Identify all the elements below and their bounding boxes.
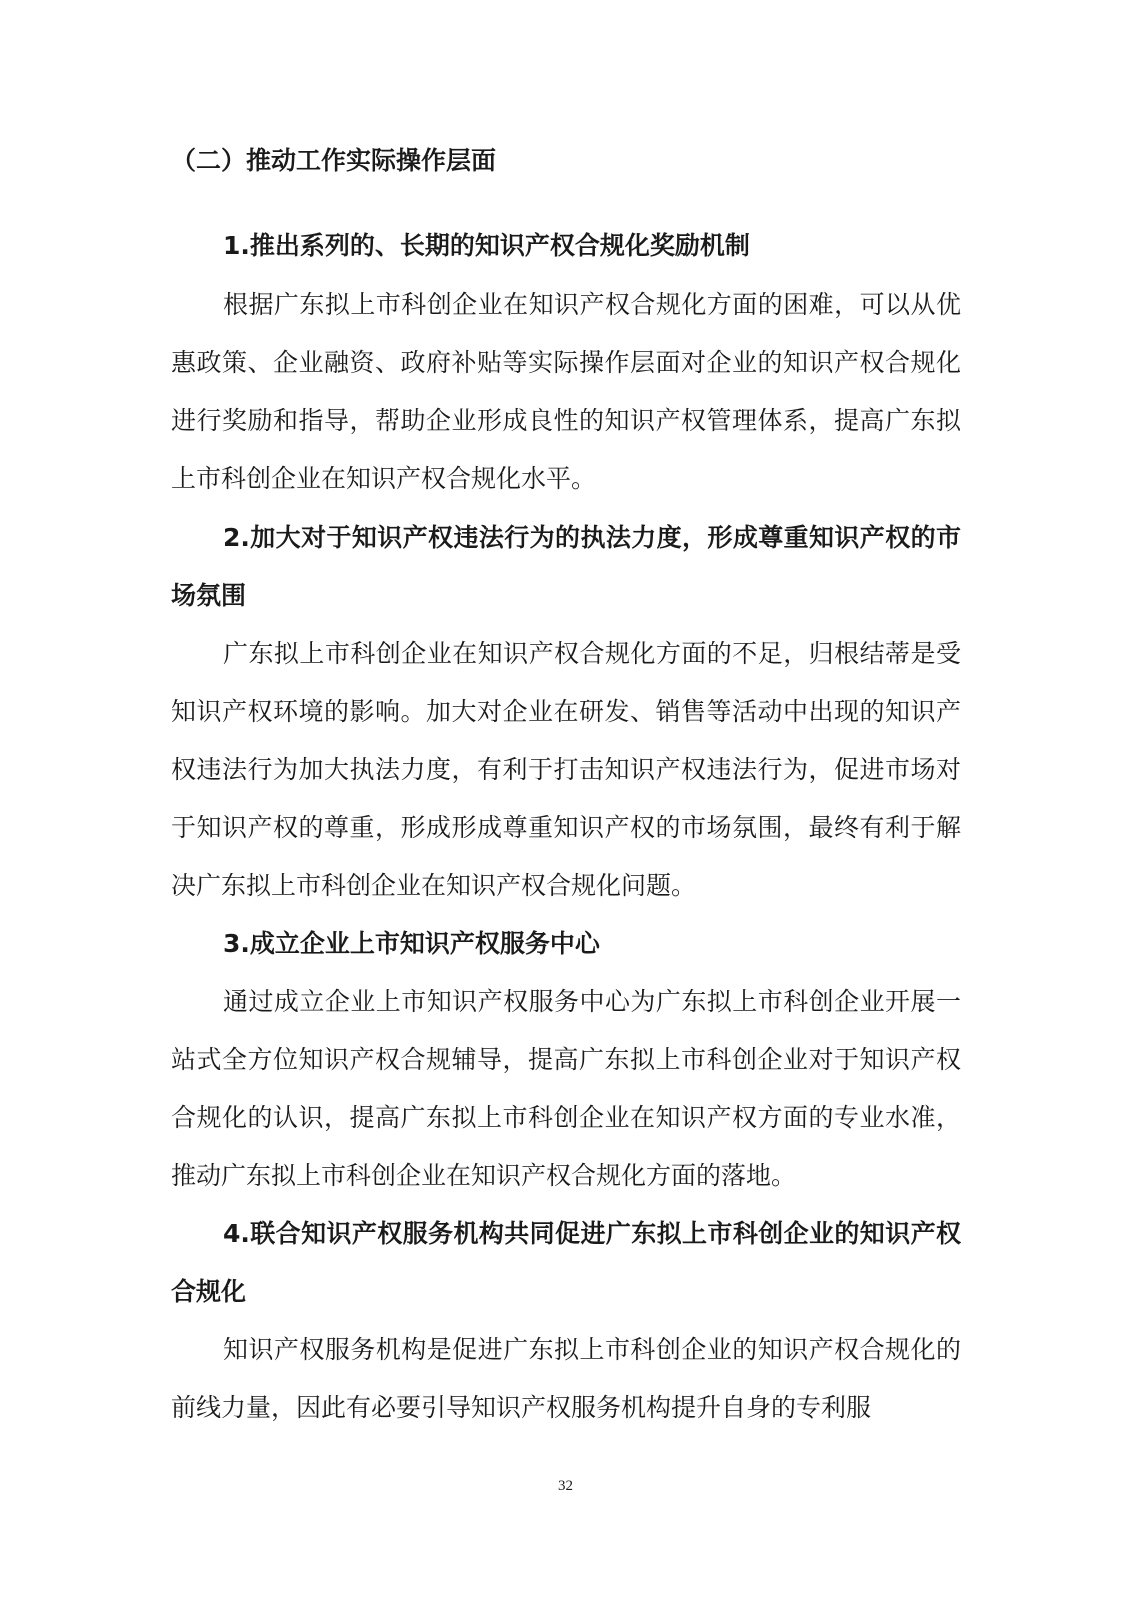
paragraph-2: 广东拟上市科创企业在知识产权合规化方面的不足，归根结蒂是受知识产权环境的影响。加大对企业在研发、销售等活动中出现的知识产权违法行为加大执法力度，有利于打击知识产权违法行为，促进市场对于知识产权的尊重，形成形成尊重知识产权的市场氛围，最终有利于解决广东拟上市科创企业在知识产权合规化问题。 xyxy=(171,639,961,900)
paragraph-1: 根据广东拟上市科创企业在知识产权合规化方面的困难，可以从优惠政策、企业融资、政府补贴等实际操作层面对企业的知识产权合规化进行奖励和指导，帮助企业形成良性的知识产权管理体系，提高广东拟上市科创企业在知识产权合规化水平。 xyxy=(171,290,961,493)
subheading-4: 4.联合知识产权服务机构共同促进广东拟上市科创企业的知识产权合规化 xyxy=(171,1219,961,1306)
paragraph-4: 知识产权服务机构是促进广东拟上市科创企业的知识产权合规化的前线力量，因此有必要引导知识产权服务机构提升自身的专利服 xyxy=(171,1335,961,1422)
paragraph-3: 通过成立企业上市知识产权服务中心为广东拟上市科创企业开展一站式全方位知识产权合规辅导，提高广东拟上市科创企业对于知识产权合规化的认识，提高广东拟上市科创企业在知识产权方面的专业水准，推动广东拟上市科创企业在知识产权合规化方面的落地。 xyxy=(171,987,961,1190)
subheading-2: 2.加大对于知识产权违法行为的执法力度，形成尊重知识产权的市场氛围 xyxy=(171,523,961,610)
subheading-1: 1.推出系列的、长期的知识产权合规化奖励机制 xyxy=(223,231,750,260)
subheading-3: 3.成立企业上市知识产权服务中心 xyxy=(223,929,600,958)
page-number: 32 xyxy=(558,1478,573,1494)
section-heading: （二）推动工作实际操作层面 xyxy=(171,146,497,175)
